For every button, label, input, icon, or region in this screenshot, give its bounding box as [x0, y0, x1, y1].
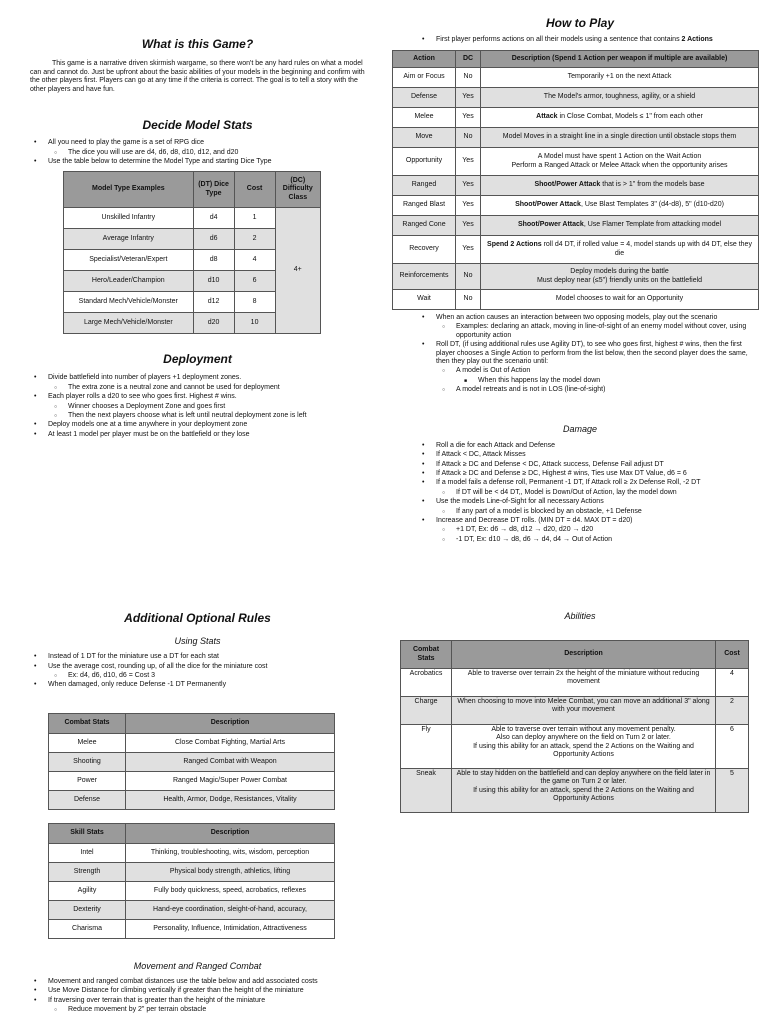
table-row: [393, 108, 759, 128]
table-cell: Defense: [49, 791, 126, 810]
skill-stats-table: [48, 823, 335, 939]
table-cell: No: [456, 128, 481, 148]
stats-title: Decide Model Stats: [142, 118, 253, 132]
table-cell: 2: [716, 697, 749, 725]
table-cell: Melee: [49, 734, 126, 753]
action-desc-text: , Use Flamer Template from attacking model: [583, 221, 722, 229]
damage-title: Damage: [562, 424, 598, 434]
col-header: (DT) Dice Type: [193, 172, 234, 208]
table-row: [393, 128, 759, 148]
optional-title: Additional Optional Rules: [124, 611, 271, 625]
list-item: ○ A model is Out of Action: [456, 367, 760, 375]
list-item: • Roll DT, (if using additional rules use Agility DT), to see who goes first, highest # wins, then the first player chooses a Single Action to perform from the list below, then the second player does the same, then they play out the scenario until:: [436, 341, 760, 366]
table-cell: Charisma: [49, 920, 126, 939]
table-cell: Ranged Combat with Weapon: [126, 753, 335, 772]
table-cell: Ranged Cone: [393, 216, 456, 236]
list-item: • If traversing over terrain that is greater than the height of the miniature: [48, 997, 365, 1005]
table-cell: Unskilled Infantry: [64, 208, 194, 229]
table-row: [49, 920, 335, 939]
table-cell: Average Infantry: [64, 229, 194, 250]
table-cell: [481, 108, 759, 128]
table-cell: Hero/Leader/Champion: [64, 271, 194, 292]
list-item: ○ +1 DT, Ex: d6 → d8, d12 → d20, d20 → d20: [456, 526, 760, 534]
table-row: [401, 725, 749, 769]
table-cell: Power: [49, 772, 126, 791]
stats-bullets: [30, 139, 365, 166]
table-cell: Yes: [456, 148, 481, 176]
table-cell: Temporarily +1 on the next Attack: [481, 68, 759, 88]
table-cell: Wait: [393, 290, 456, 310]
table-cell: Melee: [393, 108, 456, 128]
table-cell: d4: [193, 208, 234, 229]
list-item: • At least 1 model per player must be on the battlefield or they lose: [48, 431, 365, 439]
table-cell: Yes: [456, 236, 481, 264]
movement-title: Movement and Ranged Combat: [133, 961, 262, 971]
list-item: ○ A model retreats and is not in LOS (line-of-sight): [456, 386, 760, 394]
col-header: Cost: [234, 172, 275, 208]
col-header: Description: [126, 714, 335, 734]
table-cell: Model Moves in a straight line in a single direction until obstacle stops them: [481, 128, 759, 148]
table-cell: Hand-eye coordination, sleight-of-hand, accuracy,: [126, 901, 335, 920]
table-row: [393, 216, 759, 236]
col-header: Combat Stats: [401, 641, 452, 669]
table-cell: Yes: [456, 176, 481, 196]
table-cell: Strength: [49, 863, 126, 882]
table-cell: Charge: [401, 697, 452, 725]
table-row: [49, 753, 335, 772]
table-cell: Reinforcements: [393, 264, 456, 290]
list-item: • Deploy models one at a time anywhere in your deployment zone: [48, 421, 365, 429]
list-item: • Each player rolls a d20 to see who goes first. Highest # wins.: [48, 393, 365, 401]
table-cell: Able to traverse over terrain 2x the height of the miniature without reducing movement: [452, 669, 716, 697]
action-desc-bold: Shoot/Power Attack: [517, 221, 584, 229]
list-item: • If Attack ≥ DC and Defense < DC, Attack success, Defense Fail adjust DT: [436, 461, 760, 469]
list-item: • Divide battlefield into number of players +1 deployment zones.: [48, 374, 365, 382]
table-cell: Model chooses to wait for an Opportunity: [481, 290, 759, 310]
using-stats-title: Using Stats: [174, 636, 221, 647]
list-item: • Use the models Line-of-Sight for all necessary Actions: [436, 498, 760, 506]
table-cell: d12: [193, 292, 234, 313]
list-item: • If Attack ≥ DC and Defense ≥ DC, Highest # wins, Ties use Max DT Value, d6 = 6: [436, 470, 760, 478]
abilities-title: Abilities: [564, 611, 596, 621]
table-cell: 2: [234, 229, 275, 250]
table-cell: Opportunity: [393, 148, 456, 176]
table-cell: Personality, Influence, Intimidation, Attractiveness: [126, 920, 335, 939]
table-cell: Yes: [456, 88, 481, 108]
table-cell: [481, 176, 759, 196]
table-cell: Defense: [393, 88, 456, 108]
list-item: • If a model fails a defense roll, Permanent -1 DT, If Attack roll ≥ 2x Defense Roll, -2 DT: [436, 479, 760, 487]
table-cell: Yes: [456, 196, 481, 216]
list-item: • Use the average cost, rounding up, of all the dice for the miniature cost: [48, 663, 365, 671]
table-cell: 6: [234, 271, 275, 292]
table-row: [393, 196, 759, 216]
game-intro: This game is a narrative driven skirmish wargame, so there won't be any hard rules on what a model can and cannot do. Just be upfront about the basic abilities of your models in the beginning and confirm with the other players first. Players can go at any time if the criteria is correct. The goal is to tell a story with the other players and have fun.: [30, 60, 365, 93]
table-cell: The Model's armor, toughness, agility, or a shield: [481, 88, 759, 108]
list-item: ○ Ex: d4, d6, d10, d6 = Cost 3: [68, 672, 365, 680]
howto-first-text: First player performs actions on all their models using a sentence that contains: [436, 36, 682, 44]
list-item: ○ Examples: declaring an attack, moving in line-of-sight of an enemy model without cover, using opportunity action: [456, 323, 760, 340]
list-item: • When damaged, only reduce Defense -1 DT Permanently: [48, 681, 365, 689]
table-cell: Dexterity: [49, 901, 126, 920]
list-item: • Instead of 1 DT for the miniature use a DT for each stat: [48, 653, 365, 661]
list-item: ○ -1 DT, Ex: d10 → d8, d6 → d4, d4 → Out of Action: [456, 536, 760, 544]
table-cell: Standard Mech/Vehicle/Monster: [64, 292, 194, 313]
list-item: • When an action causes an interaction between two opposing models, play out the scenario: [436, 314, 760, 322]
combat-stats-table: [48, 713, 335, 810]
table-cell: A Model must have spent 1 Action on the Wait Action Perform a Ranged Attack or Melee Attack when the opportunity arises: [481, 148, 759, 176]
col-header: Model Type Examples: [64, 172, 194, 208]
table-cell: Health, Armor, Dodge, Resistances, Vitality: [126, 791, 335, 810]
model-type-table: [63, 171, 321, 334]
table-cell: [481, 236, 759, 264]
table-cell: No: [456, 290, 481, 310]
table-cell: Able to traverse over terrain without any movement penalty. Also can deploy anywhere on the field on Turn 2 or later. If using this ability for an attack, spend the 2 Actions on the Waiting and Opportunity Actions: [452, 725, 716, 769]
table-cell: Yes: [456, 216, 481, 236]
damage-list: [400, 442, 760, 544]
table-row: [393, 148, 759, 176]
action-desc-bold: Shoot/Power Attack: [515, 201, 581, 209]
table-row: [393, 236, 759, 264]
list-item: • Increase and Decrease DT rolls. (MIN DT = d4. MAX DT = d20): [436, 517, 760, 525]
table-row: [401, 769, 749, 813]
col-header: Description (Spend 1 Action per weapon if multiple are available): [481, 51, 759, 68]
table-cell: Agility: [49, 882, 126, 901]
table-row: [393, 176, 759, 196]
table-cell: 6: [716, 725, 749, 769]
table-cell: Deploy models during the battle Must deploy near (≤5") friendly units on the battlefield: [481, 264, 759, 290]
table-cell: d8: [193, 250, 234, 271]
table-row: [49, 772, 335, 791]
table-cell: Aim or Focus: [393, 68, 456, 88]
action-table-body: [393, 68, 759, 310]
table-cell: 1: [234, 208, 275, 229]
table-cell: d20: [193, 313, 234, 334]
table-cell: Able to stay hidden on the battlefield and can deploy anywhere on the field later in the game on Turn 2 or later. If using this ability for an attack, spend the 2 Actions on the Waiting and Opportunity Actions: [452, 769, 716, 813]
table-row: [49, 844, 335, 863]
table-row: [49, 734, 335, 753]
table-cell: No: [456, 68, 481, 88]
table-cell: d6: [193, 229, 234, 250]
table-row: [49, 901, 335, 920]
stats-bullet: • All you need to play the game is a set of RPG dice: [48, 139, 365, 147]
table-cell: Shooting: [49, 753, 126, 772]
table-cell: Ranged: [393, 176, 456, 196]
list-item: • Movement and ranged combat distances use the table below and add associated costs: [48, 978, 365, 986]
table-cell: Ranged Magic/Super Power Combat: [126, 772, 335, 791]
list-item: ○ The extra zone is a neutral zone and cannot be used for deployment: [68, 384, 365, 392]
col-header: Action: [393, 51, 456, 68]
table-cell: Acrobatics: [401, 669, 452, 697]
list-item: • If Attack < DC, Attack Misses: [436, 451, 760, 459]
table-row: [393, 88, 759, 108]
table-cell: 5: [716, 769, 749, 813]
table-cell: Fly: [401, 725, 452, 769]
list-item: ○ Then the next players choose what is left until neutral deployment zone is left: [68, 412, 365, 420]
list-item: • Roll a die for each Attack and Defense: [436, 442, 760, 450]
table-cell: Large Mech/Vehicle/Monster: [64, 313, 194, 334]
table-cell: No: [456, 264, 481, 290]
action-desc-bold: Attack: [536, 113, 558, 121]
table-cell: Thinking, troubleshooting, wits, wisdom, perception: [126, 844, 335, 863]
list-item: • Use Move Distance for climbing vertically if greater than the height of the miniature: [48, 987, 365, 995]
list-item: ○ If DT will be < d4 DT,, Model is Down/Out of Action, lay the model down: [456, 489, 760, 497]
col-header: (DC) Difficulty Class: [275, 172, 320, 208]
game-title: What is this Game?: [141, 37, 254, 51]
table-cell: Ranged Blast: [393, 196, 456, 216]
table-cell: 10: [234, 313, 275, 334]
table-cell: Fully body quickness, speed, acrobatics, reflexes: [126, 882, 335, 901]
table-row: [393, 290, 759, 310]
table-cell: Move: [393, 128, 456, 148]
abilities-table-body: [401, 669, 749, 813]
deployment-title: Deployment: [163, 352, 232, 366]
list-item: ○ If any part of a model is blocked by an obstacle, +1 Defense: [456, 508, 760, 516]
howto-title: How to Play: [545, 16, 614, 30]
abilities-table: [400, 640, 749, 813]
list-item: ○ Winner chooses a Deployment Zone and goes first: [68, 403, 365, 411]
table-cell: 8: [234, 292, 275, 313]
table-row: [49, 791, 335, 810]
table-row: [393, 264, 759, 290]
action-desc-text: that is > 1" from the models base: [600, 181, 705, 189]
table-cell: Sneak: [401, 769, 452, 813]
stats-sub-bullet: ○ The dice you will use are d4, d6, d8, d10, d12, and d20: [68, 149, 365, 157]
col-header: Combat Stats: [49, 714, 126, 734]
table-cell: 4: [234, 250, 275, 271]
table-row: [401, 669, 749, 697]
stats-bullet: • Use the table below to determine the Model Type and starting Dice Type: [48, 158, 365, 166]
list-item: ■ When this happens lay the model down: [478, 377, 760, 385]
action-desc-text: in Close Combat, Models ≤ 1" from each other: [557, 113, 703, 121]
action-table: [392, 50, 759, 310]
table-cell: Recovery: [393, 236, 456, 264]
table-cell: Yes: [456, 108, 481, 128]
table-cell: Intel: [49, 844, 126, 863]
col-header: Skill Stats: [49, 824, 126, 844]
action-desc-bold: Shoot/Power Attack: [534, 181, 601, 189]
table-cell: [481, 196, 759, 216]
table-cell: d10: [193, 271, 234, 292]
action-desc-bold: Spend 2 Actions: [487, 241, 542, 249]
table-row: [49, 882, 335, 901]
combat-table-body: [49, 734, 335, 810]
table-cell: [481, 216, 759, 236]
list-item: ○ Reduce movement by 2" per terrain obstacle: [68, 1006, 365, 1014]
skill-table-body: [49, 844, 335, 939]
using-stats-list: [30, 653, 365, 690]
table-row: [393, 68, 759, 88]
dc-cell: 4+: [275, 208, 320, 334]
table-row: [49, 863, 335, 882]
col-header: Cost: [716, 641, 749, 669]
action-desc-text: roll d4 DT, if rolled value = 4, model stands up with d4 DT, else they die: [541, 241, 752, 257]
howto-first: [436, 36, 760, 44]
action-desc-text: , Use Blast Templates 3" (d4-d8), 5" (d10-d20): [580, 201, 724, 209]
table-row: [401, 697, 749, 725]
howto-after-list: [400, 314, 760, 395]
table-cell: Specialist/Veteran/Expert: [64, 250, 194, 271]
howto-first-bold: 2 Actions: [681, 36, 713, 44]
col-header: DC: [456, 51, 481, 68]
col-header: Description: [452, 641, 716, 669]
table-cell: When choosing to move into Melee Combat, you can move an additional 3" along with your movement: [452, 697, 716, 725]
table-cell: Physical body strength, athletics, lifting: [126, 863, 335, 882]
deployment-list: [30, 374, 365, 439]
col-header: Description: [126, 824, 335, 844]
table-cell: Close Combat Fighting, Martial Arts: [126, 734, 335, 753]
movement-list: [30, 978, 365, 1015]
table-cell: 4: [716, 669, 749, 697]
